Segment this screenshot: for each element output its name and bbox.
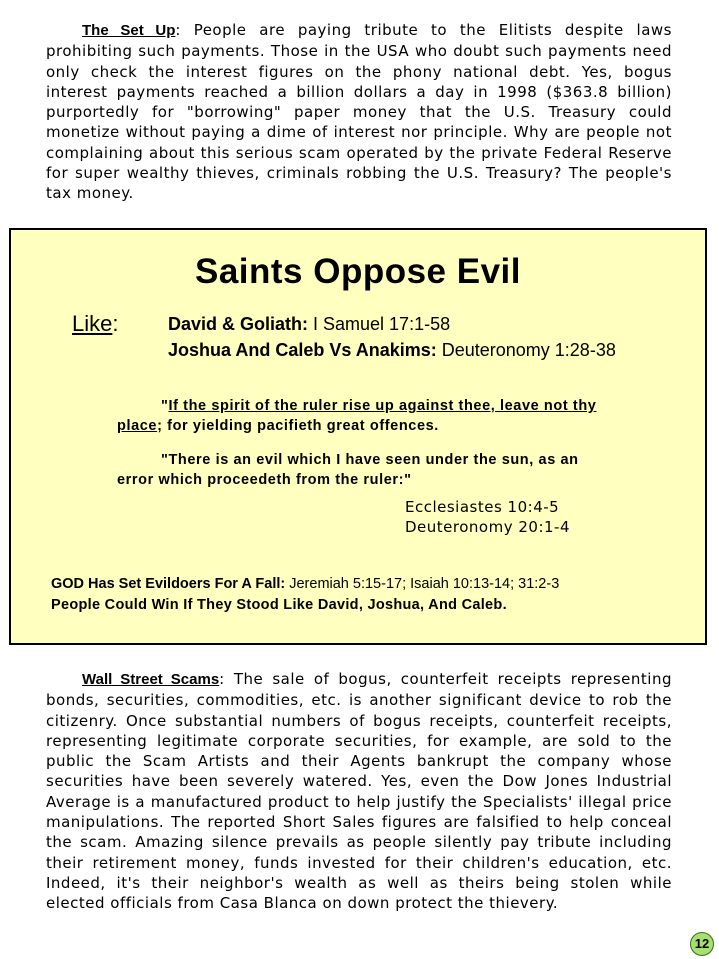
citation: Ecclesiastes 10:4-5 (405, 498, 560, 516)
closing-line: People Could Win If They Stood Like David, Joshua, And Caleb. (51, 597, 507, 613)
fall-line: GOD Has Set Evildoers For A Fall: Jeremiah 5:15-17; Isaiah 10:13-14; 31:2-3 (51, 576, 560, 592)
box-title: Saints Oppose Evil (194, 252, 522, 291)
reference-joshua-caleb: Joshua And Caleb Vs Anakims: Deuteronomy 1:28-38 (168, 340, 616, 360)
set-up-body: : People are paying tribute to the Elitists despite laws prohibiting such payments. Those in the USA who doubt such payments need only check the interest figures on the phony national debt. Yes, bogus interest payments reached a billion dollars a day in 1998 ($363.8 billion) purportedly for "borrowing" paper money that the U.S. Treasury could monetize without paying a dime of interest nor principle. Why are people not complaining about this serious scam operated by the private Federal Reserve for super wealthy thieves, criminals robbing the U.S. Treasury? The people's tax money. (46, 21, 672, 203)
saints-oppose-evil-box (9, 228, 707, 645)
wall-street-heading: Wall Street Scams (82, 671, 220, 688)
set-up-heading: The Set Up (82, 22, 176, 39)
quote-ecclesiastes: "If the spirit of the ruler rise up against thee, leave not thy place; for yielding pacifieth great offences. (117, 398, 597, 434)
wall-street-body: : The sale of bogus, counterfeit receipts representing bonds, securities, commodities, etc. is another significant device to rob the citizenry. Once substantial numbers of bogus receipts, counterfeit receipts, representing legitimate corporate securities, for example, are sold to the public the Scam Artists and their Agents bankrupt the company whose securities have been severely watered. Yes, even the Dow Jones Industrial Average is a manufactured product to help justify the Specialists' illegal price manipulations. The reported Short Sales figures are falsified to help conceal the scam. Amazing silence prevails as people silently pay tribute including their retirement money, funds invested for their children's education, etc. Indeed, it's their neighbor's wealth as well as theirs being stolen while elected officials from Casa Blanca on down protect the thievery. (46, 670, 672, 913)
page-number-badge: 12 (690, 932, 714, 956)
set-up-paragraph (46, 20, 672, 204)
quote-evil-under-sun: "There is an evil which I have seen under the sun, as an error which proceedeth from the ruler:" (117, 452, 579, 488)
wall-street-paragraph (46, 669, 672, 914)
like-label: Like: (72, 311, 119, 336)
citation: Deuteronomy 20:1-4 (405, 518, 570, 536)
reference-david-goliath: David & Goliath: I Samuel 17:1-58 (168, 314, 451, 334)
